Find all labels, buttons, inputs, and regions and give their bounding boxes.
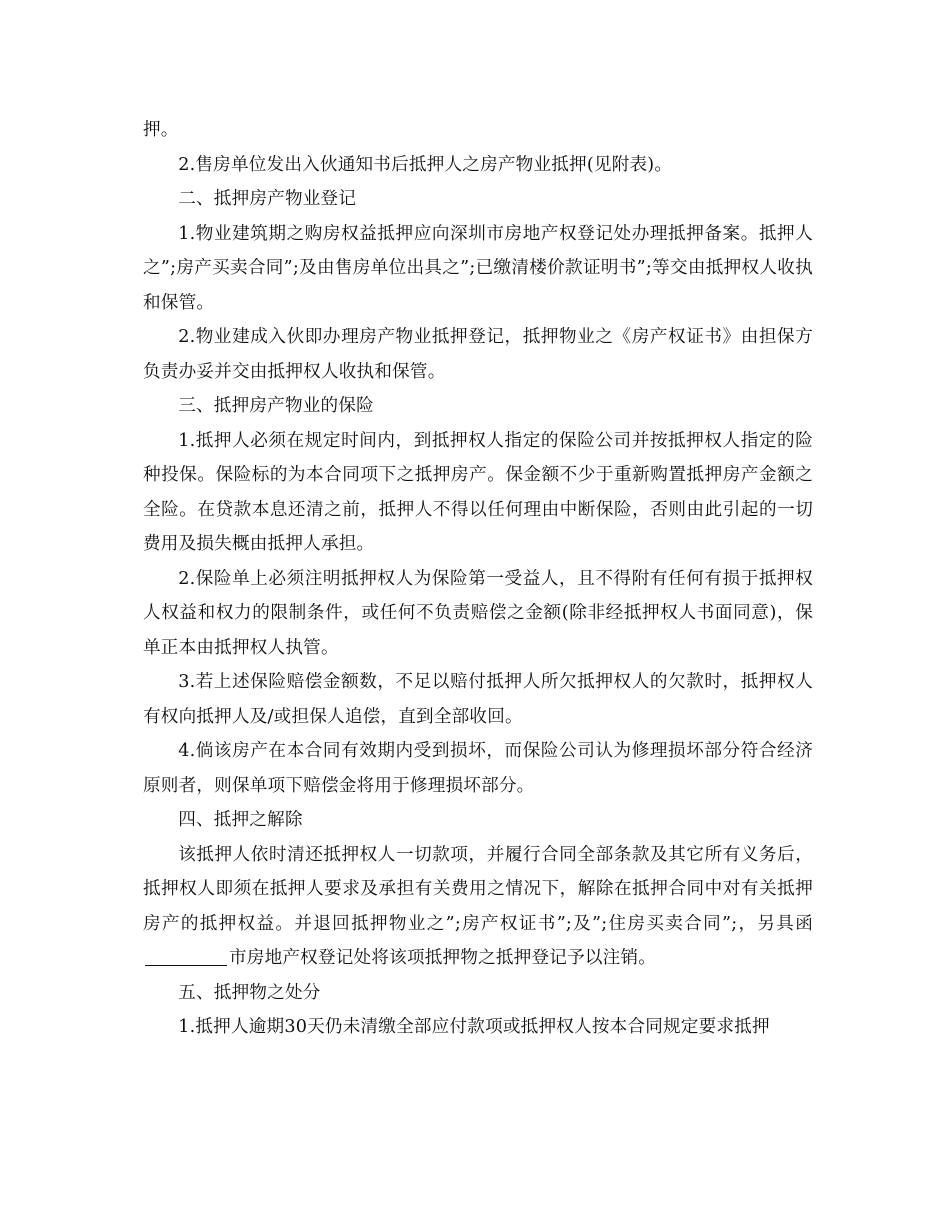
paragraph-clause-3-1: 1.抵押人必须在规定时间内，到抵押权人指定的保险公司并按抵押权人指定的险种投保。保险标的为本合同项下之抵押房产。保金额不少于重新购置抵押房产金额之全险。在贷款本息还清之前，抵押人不得以任何理由中断保险，否则由此引起的一切费用及损失概由抵押人承担。: [143, 430, 813, 554]
section-heading-3: 三、抵押房产物业的保险: [178, 396, 374, 416]
paragraph-clause-5-1: 1.抵押人逾期30天仍未清缴全部应付款项或抵押权人按本合同规定要求抵押: [178, 1017, 770, 1037]
section-heading-5: 五、抵押物之处分: [178, 982, 321, 1003]
paragraph-clause-3-3: 3.若上述保险赔偿金额数，不足以赔付抵押人所欠抵押权人的欠款时，抵押权人有权向抵押人及/或担保人追偿，直到全部收回。: [143, 672, 813, 727]
paragraph-clause-3-4: 4.倘该房产在本合同有效期内受到损坏，而保险公司认为修理损坏部分符合经济原则者，则保单项下赔偿金将用于修理损坏部分。: [143, 741, 813, 796]
document-body: [143, 113, 813, 1045]
paragraph-clause-1-2: 2.售房单位发出入伙通知书后抵押人之房产物业抵押(见附表)。: [178, 154, 673, 175]
paragraph-continuation: 押。: [143, 120, 179, 140]
blank-city-field: [145, 947, 227, 966]
paragraph-clause-2-1: 1.物业建筑期之购房权益抵押应向深圳市房地产权登记处办理抵押备案。抵押人之”;房产买卖合同”;及由售房单位出具之”;已缴清楼价款证明书”;等交由抵押权人收执和保管。: [143, 223, 813, 313]
paragraph-clause-2-2: 2.物业建成入伙即办理房产物业抵押登记，抵押物业之《房产权证书》由担保方负责办妥并交由抵押权人收执和保管。: [143, 327, 813, 382]
paragraph-clause-3-2: 2.保险单上必须注明抵押权人为保险第一受益人，且不得附有任何有损于抵押权人权益和权力的限制条件，或任何不负责赔偿之金额(除非经抵押权人书面同意)，保单正本由抵押权人执管。: [143, 568, 813, 658]
paragraph-release: [143, 838, 813, 976]
release-text-end: 市房地产权登记处将该项抵押物之抵押登记予以注销。: [229, 948, 657, 968]
release-text-start: 该抵押人依时清还抵押权人一切款项，并履行合同全部条款及其它所有义务后，抵押权人即须在抵押人要求及承担有关费用之情况下，解除在抵押合同中对有关抵押房产的抵押权益。并退回抵押物业之”;房产权证书”;及”;住房买卖合同”;，另具函: [143, 844, 813, 934]
section-heading-2: 二、抵押房产物业登记: [178, 189, 357, 209]
section-heading-4: 四、抵押之解除: [178, 810, 303, 830]
